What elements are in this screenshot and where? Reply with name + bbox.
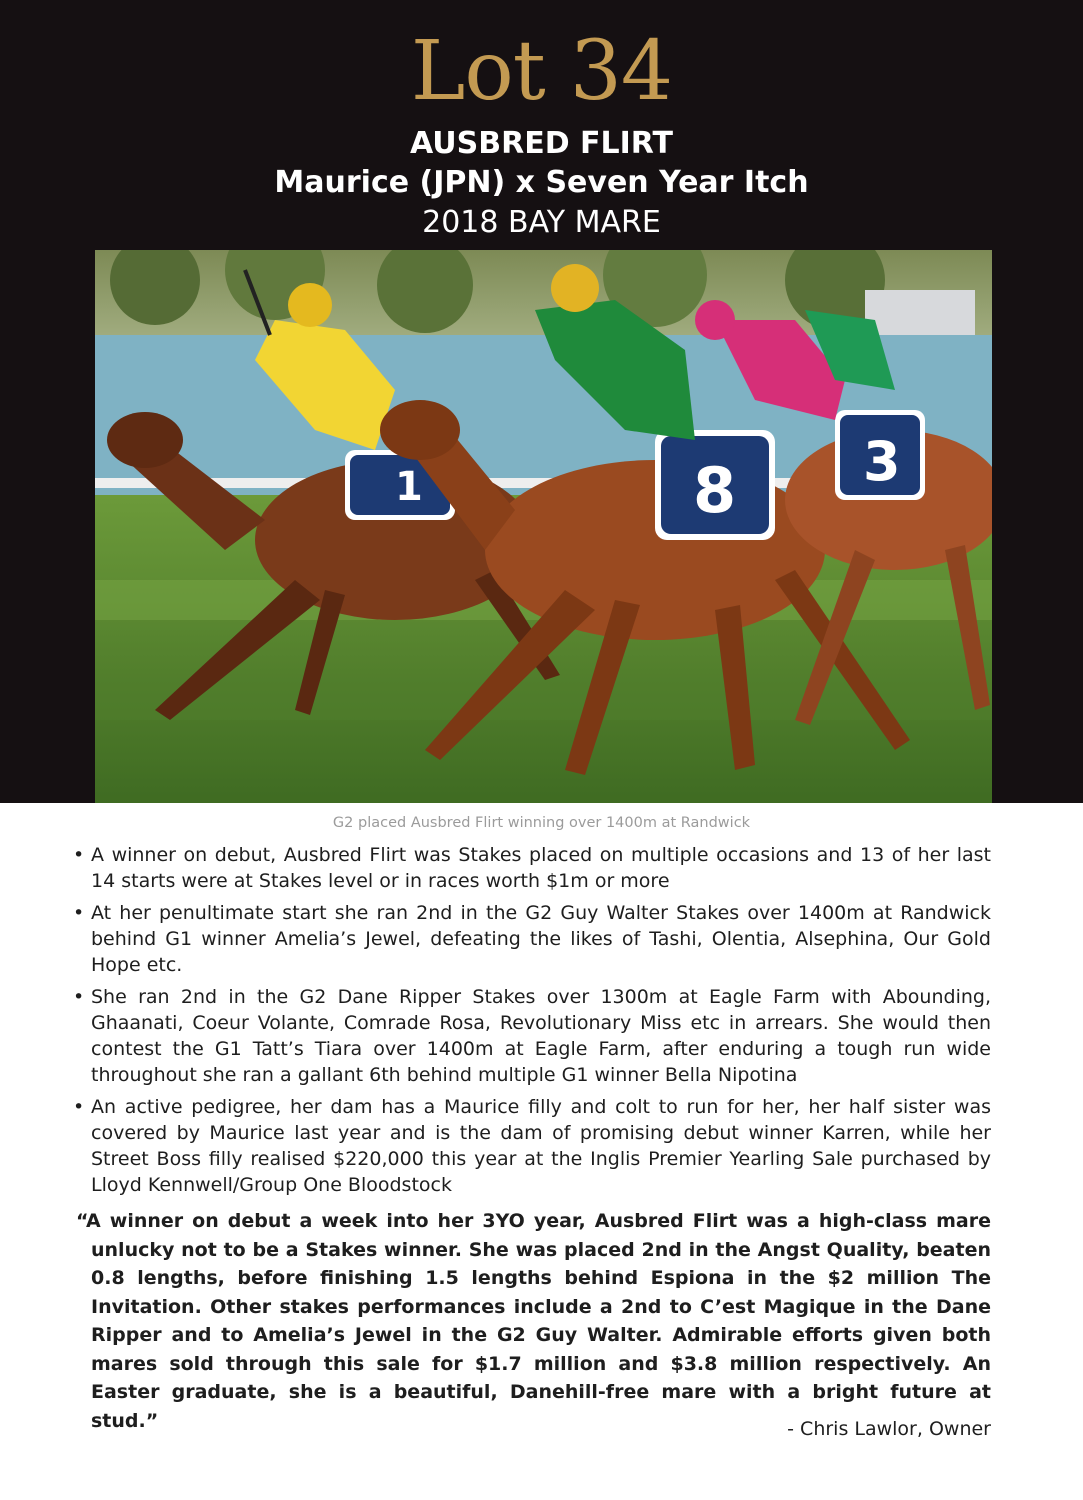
list-item (70, 900, 991, 978)
list-item-text: A winner on debut, Ausbred Flirt was Stakes placed on multiple occasions and 13 of her last 14 starts were at Stakes level or in races worth $1m or more (91, 844, 991, 892)
list-item-text: An active pedigree, her dam has a Maurice filly and colt to run for her, her half sister was covered by Maurice last year and is the dam of promising debut winner Karren, while her Street Boss filly realised $220,000 this year at the Inglis Premier Yearling Sale purchased by Lloyd Kennwell/Group One Bloodstock (91, 1096, 991, 1196)
list-item (70, 984, 991, 1088)
list-item-text: At her penultimate start she ran 2nd in the G2 Guy Walter Stakes over 1400m at Randwick behind G1 winner Amelia’s Jewel, defeating the likes of Tashi, Olentia, Alsephina, Our Gold Hope etc. (91, 902, 991, 976)
photo-caption: G2 placed Ausbred Flirt winning over 1400m at Randwick (332, 815, 751, 831)
background-sign (865, 290, 975, 340)
list-item-text: She ran 2nd in the G2 Dane Ripper Stakes over 1300m at Eagle Farm with Abounding, Ghaanati, Coeur Volante, Comrade Rosa, Revolutionary Miss etc in arrears. She would then contest the G1 Tatt’s Tiara over 1400m at Eagle Farm, after enduring a tough run wide throughout she ran a gallant 6th behind multiple G1 winner Bella Nipotina (91, 986, 991, 1086)
lot-title: Lot 34 (410, 24, 673, 119)
svg-text:1: 1 (395, 464, 423, 510)
svg-text:8: 8 (693, 454, 737, 527)
bullet-marker: • (73, 1096, 85, 1118)
bullet-marker: • (73, 902, 85, 924)
highlights-list (70, 842, 991, 1204)
quote-attribution: - Chris Lawlor, Owner (787, 1418, 991, 1440)
svg-text:3: 3 (863, 430, 901, 493)
owner-quote: “A winner on debut a week into her 3YO year, Ausbred Flirt was a high-class mare unlucky not to be a Stakes winner. She was placed 2nd in the Angst Quality, beaten 0.8 lengths, before finishing 1.5 lengths behind Espiona in the $2 million The Invitation. Other stakes performances include a 2nd to C’est Magique in the Dane Ripper and to Amelia’s Jewel in the G2 Guy Walter. Admirable efforts given both mares sold through this sale for $1.7 million and $3.8 million respectively. An Easter graduate, she is a beautiful, Danehill-free mare with a bright future at stud.” (76, 1210, 991, 1432)
horse-description: 2018 BAY MARE (422, 205, 661, 240)
bullet-marker: • (73, 986, 85, 1008)
list-item (70, 1094, 991, 1198)
bullet-marker: • (73, 844, 85, 866)
list-item (70, 842, 991, 894)
horse-name: AUSBRED FLIRT (409, 126, 674, 161)
pedigree: Maurice (JPN) x Seven Year Itch (274, 165, 809, 200)
race-photo (95, 250, 992, 803)
